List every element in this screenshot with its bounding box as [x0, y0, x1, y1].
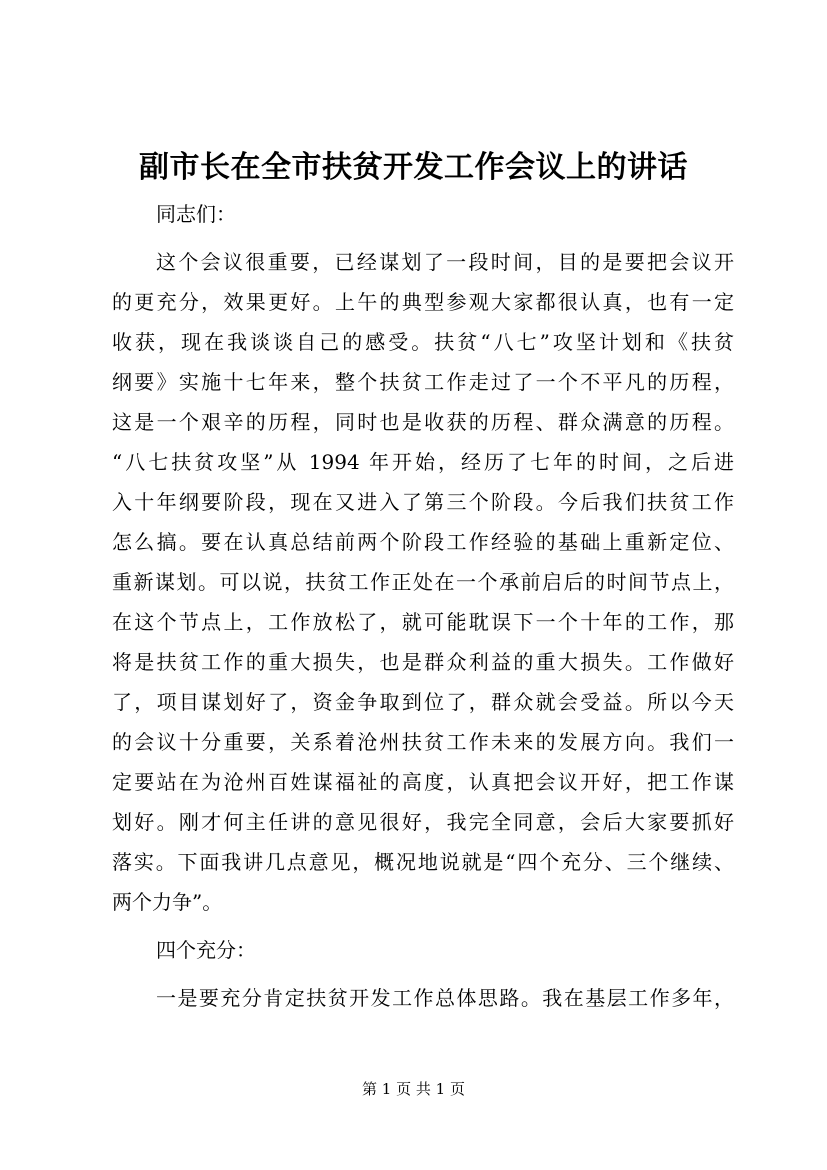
body-line: 入十年纲要阶段，现在又进入了第三个阶段。今后我们扶贫工作 [112, 490, 734, 514]
body-line: 的更充分，效果更好。上午的典型参观大家都很认真，也有一定 [112, 290, 734, 314]
body-line: 两个力争”。 [112, 890, 223, 914]
body-line: 这个会议很重要，已经谋划了一段时间，目的是要把会议开 [156, 250, 734, 274]
paragraph-gap [112, 922, 734, 930]
body-line: 在这个节点上，工作放松了，就可能耽误下一个十年的工作，那 [112, 610, 734, 634]
body-line: 将是扶贫工作的重大损失，也是群众利益的重大损失。工作做好 [112, 650, 734, 674]
body-line: 怎么搞。要在认真总结前两个阶段工作经验的基础上重新定位、 [112, 530, 734, 554]
document-body [112, 194, 734, 1018]
body-line: 这是一个艰辛的历程，同时也是收获的历程、群众满意的历程。 [112, 410, 734, 434]
page-footer: 第 1 页 共 1 页 [362, 1080, 465, 1098]
body-line: 落实。下面我讲几点意见，概况地说就是“四个充分、三个继续、 [112, 850, 734, 874]
body-line: 定要站在为沧州百姓谋福祉的高度，认真把会议开好，把工作谋 [112, 770, 734, 794]
body-line: 收获，现在我谈谈自己的感受。扶贫“八七”攻坚计划和《扶贫 [112, 330, 734, 354]
salutation-line: 同志们： [156, 202, 236, 226]
body-line: 的会议十分重要，关系着沧州扶贫工作未来的发展方向。我们一 [112, 730, 734, 754]
body-line: 划好。刚才何主任讲的意见很好，我完全同意，会后大家要抓好 [112, 810, 734, 834]
paragraph-gap [112, 970, 734, 978]
body-line: 了，项目谋划好了，资金争取到位了，群众就会受益。所以今天 [112, 690, 734, 714]
document-title: 副市长在全市扶贫开发工作会议上的讲话 [139, 150, 688, 185]
body-line: 重新谋划。可以说，扶贫工作正处在一个承前启后的时间节点上， [112, 570, 734, 594]
body-line: 一是要充分肯定扶贫开发工作总体思路。我在基层工作多年， [156, 986, 734, 1010]
body-line: “八七扶贫攻坚”从 1994 年开始，经历了七年的时间，之后进 [112, 450, 734, 474]
section-heading: 四个充分： [156, 938, 256, 962]
body-line: 纲要》实施十七年来，整个扶贫工作走过了一个不平凡的历程， [112, 370, 734, 394]
paragraph-gap [112, 234, 734, 242]
